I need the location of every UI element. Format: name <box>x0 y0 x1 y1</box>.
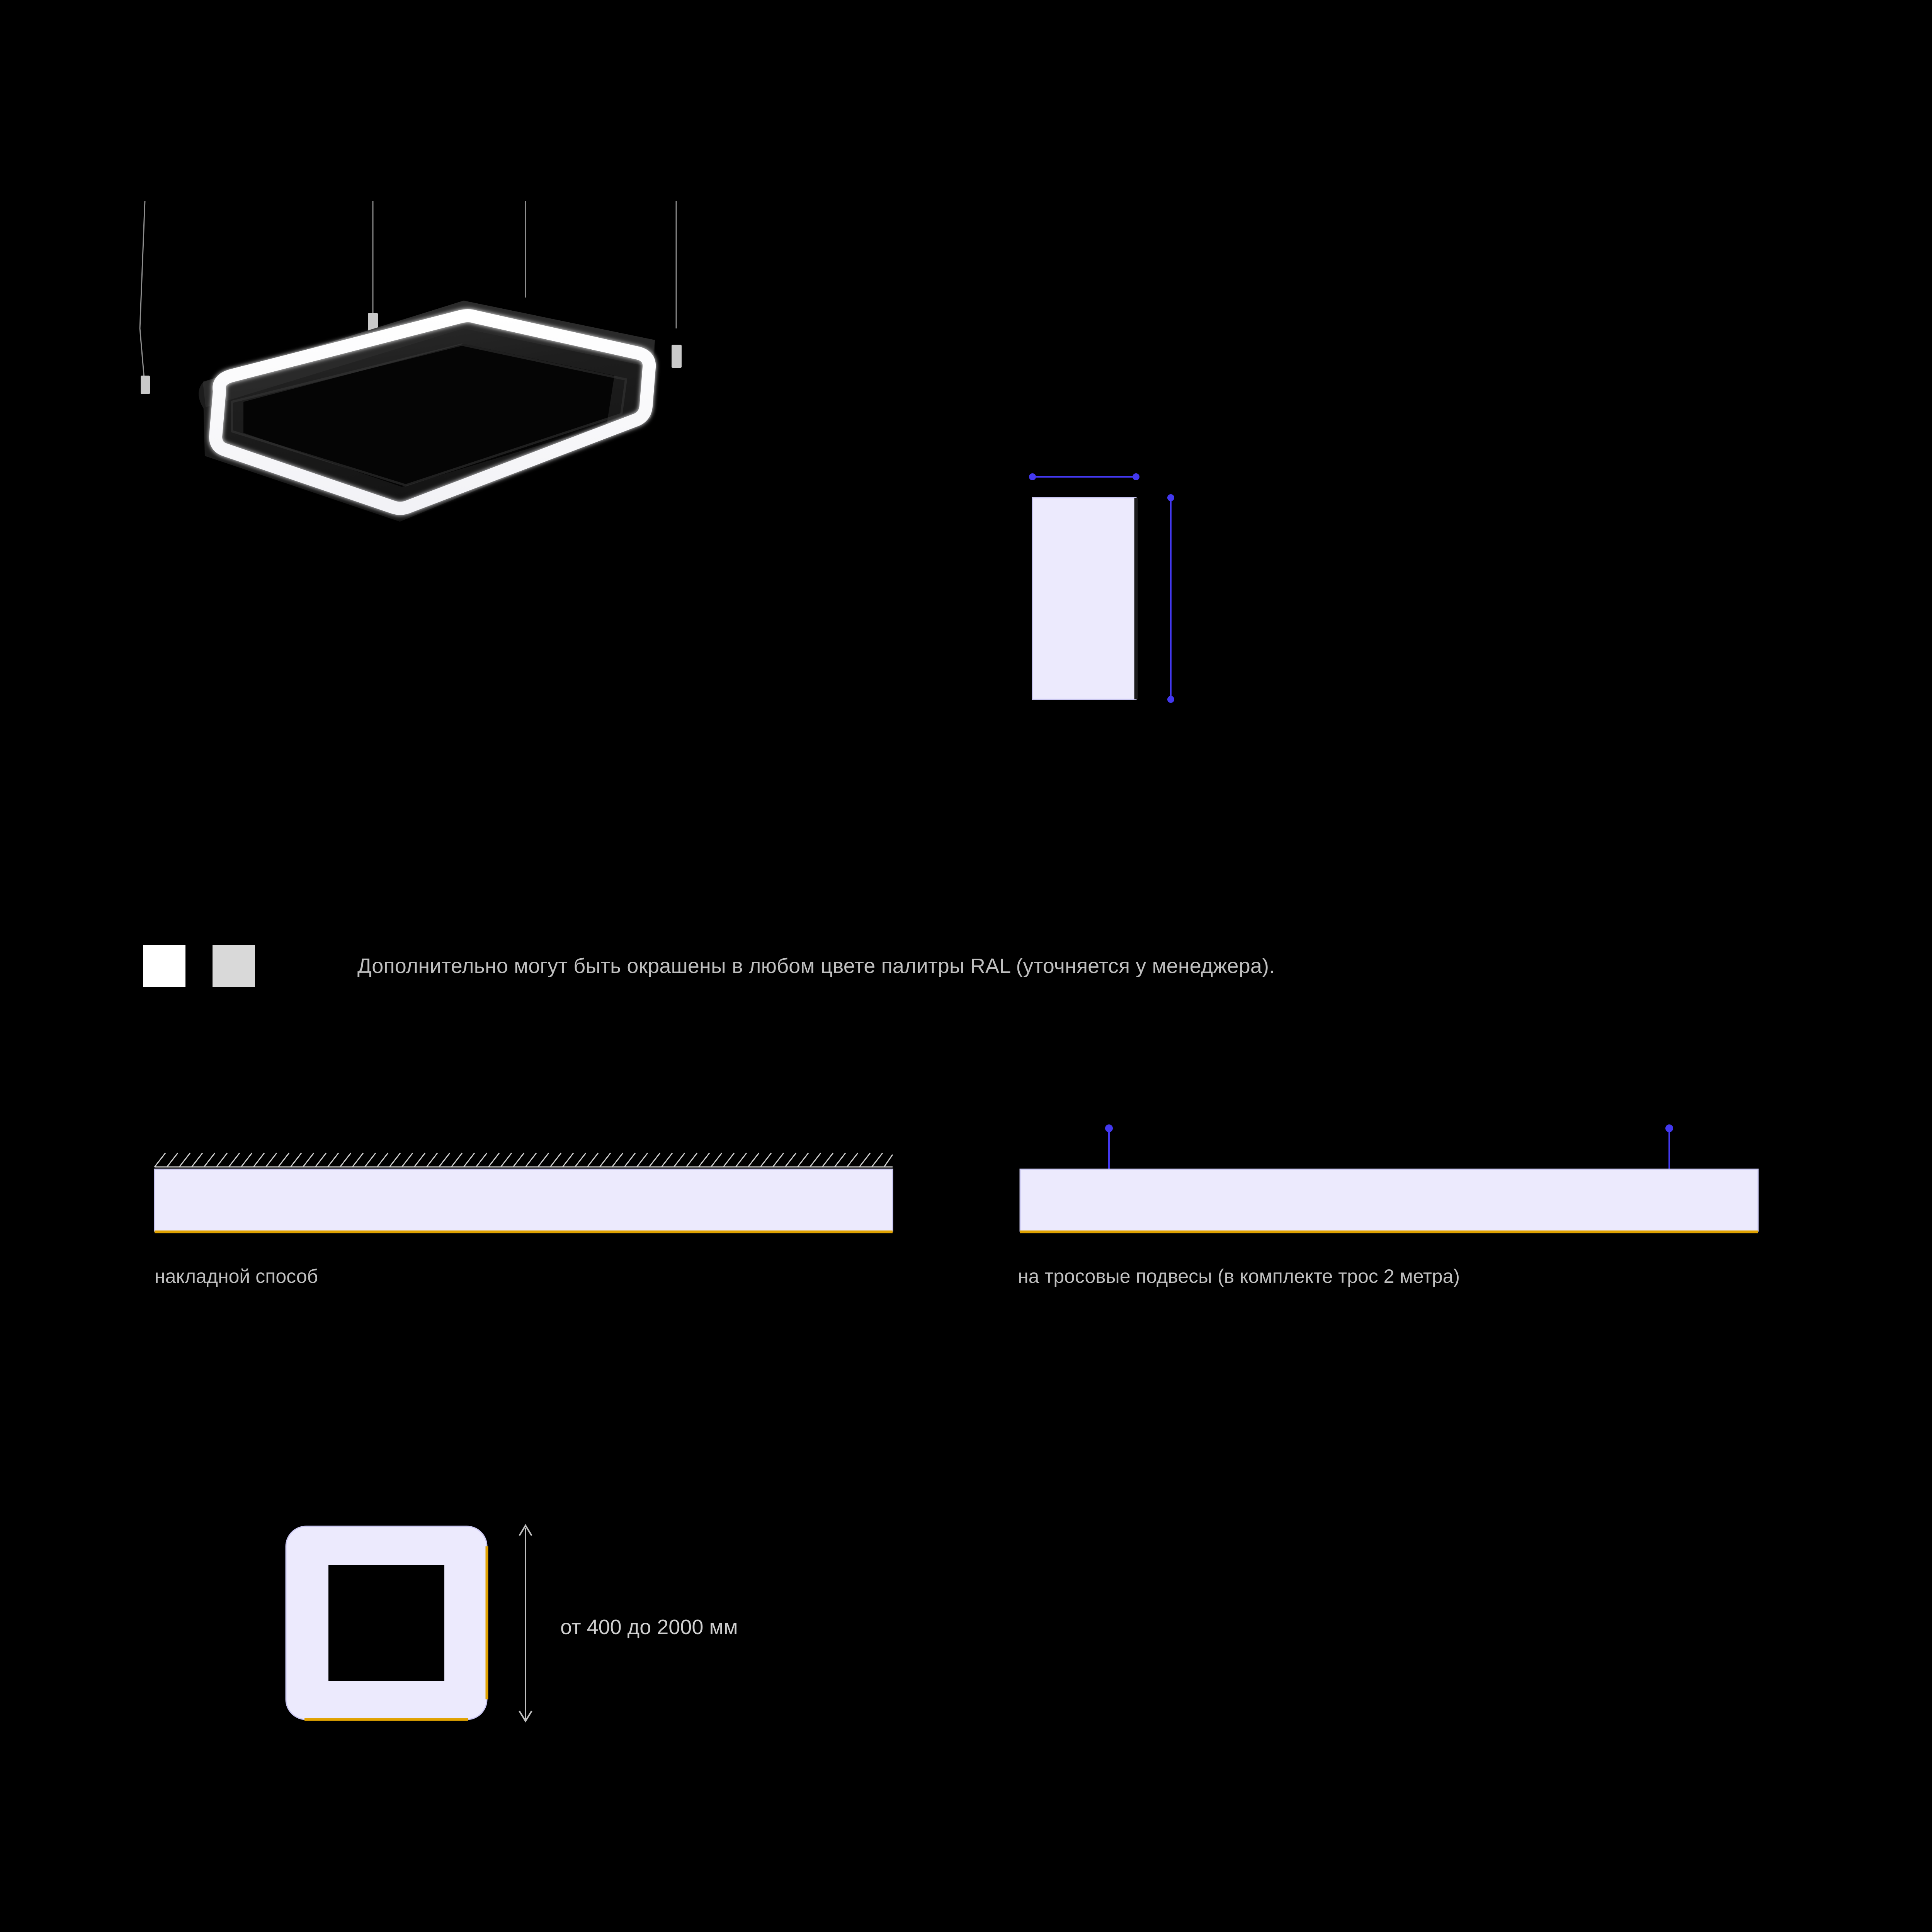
lamp-render-figure <box>116 201 927 781</box>
mounting-option-surface <box>147 1121 920 1391</box>
dimension-height <box>1167 494 1174 703</box>
cable-suspension-icon <box>1105 1124 1673 1169</box>
color-swatch-white[interactable] <box>143 945 185 987</box>
dimension-width <box>1029 473 1139 480</box>
mounting-caption-cable: на тросовые подвесы (в комплекте трос 2 метра) <box>1018 1265 1460 1287</box>
size-caption: от 400 до 2000 мм <box>560 1616 738 1639</box>
color-swatch-grey[interactable] <box>213 945 255 987</box>
color-options-row <box>143 927 1804 1005</box>
luminaire-profile-cable <box>1020 1169 1758 1232</box>
lamp-top-view <box>286 1526 487 1719</box>
profile-figure <box>1020 464 1252 734</box>
mounting-option-cable <box>1012 1121 1785 1391</box>
luminaire-profile-surface <box>155 1169 893 1232</box>
ceiling-hatch-icon <box>155 1153 893 1167</box>
profile-body <box>1032 498 1136 699</box>
ral-note: Дополнительно могут быть окрашены в любом цвете палитры RAL (уточняется у менеджера). <box>357 954 1275 978</box>
vertical-double-arrow-icon <box>519 1526 532 1721</box>
mounting-caption-surface: накладной способ <box>155 1265 318 1287</box>
